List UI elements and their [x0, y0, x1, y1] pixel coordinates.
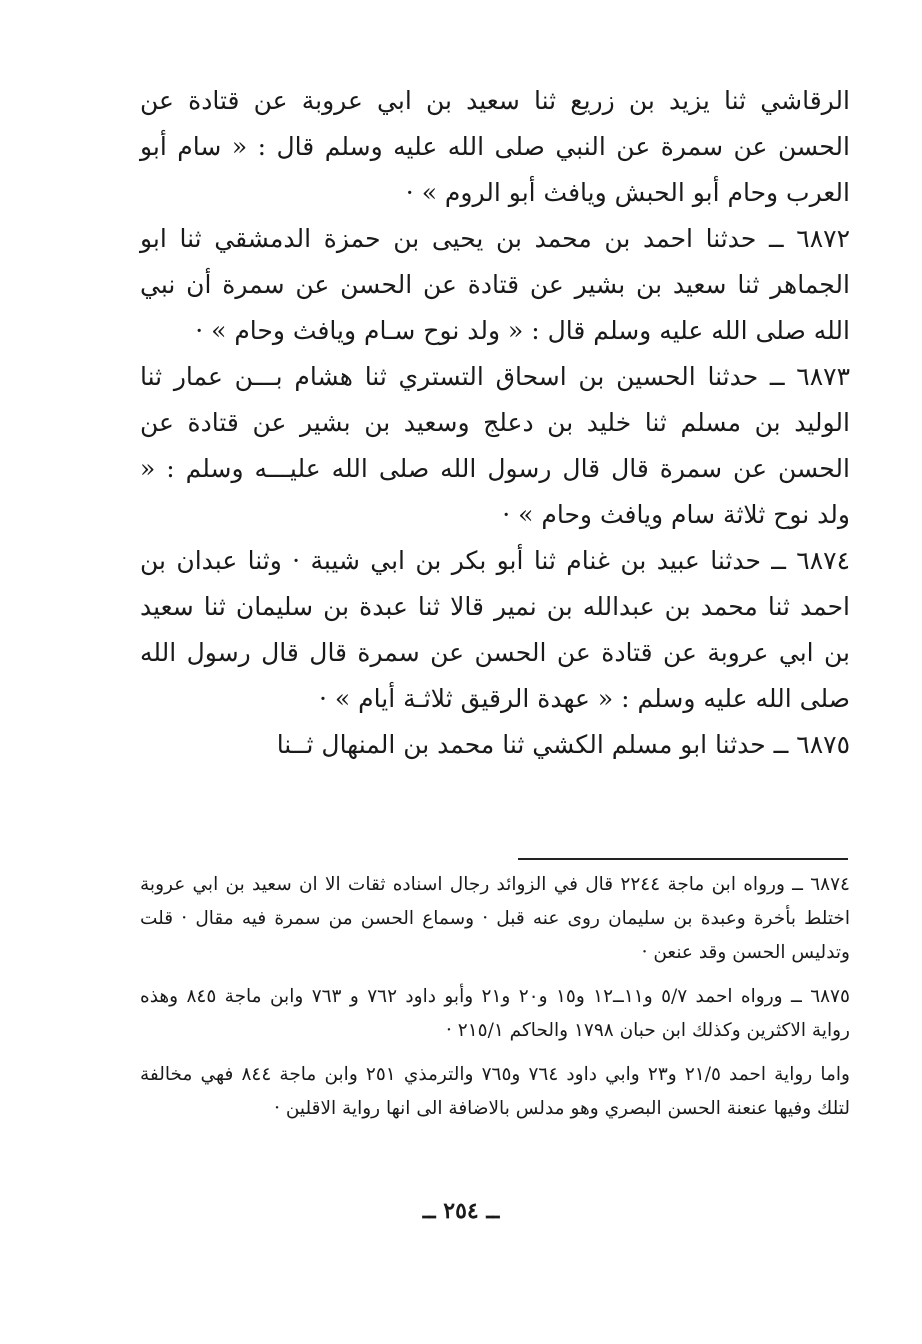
footnote-divider: [518, 858, 848, 860]
hadith-6873: ٦٨٧٣ ــ حدثنا الحسين بن اسحاق التستري ثنا هشام بـــن عمار ثنا الوليد بن مسلم ثنا خليد بن دعلج وسعيد بن بشير عن قتادة عن الحسن عن سمرة قال قال رسول الله صلى الله عليـــه وسلم : « ولد نوح ثلاثة سام ويافث وحام » ·: [140, 362, 850, 529]
footnote-6875-continued: واما رواية احمد ٢١/٥ و٢٣ وابي داود ٧٦٤ و٧٦٥ والترمذي ٢٥١ وابن ماجة ٨٤٤ فهي مخالفة لتلك وفيها عنعنة الحسن البصري وهو مدلس بالاضافة الى انها رواية الاقلين ·: [140, 1064, 850, 1119]
footnotes-section: [140, 868, 850, 1126]
main-text-body: [140, 78, 850, 768]
paragraph-continuation: الرقاشي ثنا يزيد بن زريع ثنا سعيد بن ابي عروبة عن قتادة عن الحسن عن سمرة عن النبي صلى الله عليه وسلم قال : « سام أبو العرب وحام أبو الحبش ويافث أبو الروم » ·: [140, 86, 850, 207]
footnote-6875: ٦٨٧٥ ــ ورواه احمد ٥/٧ و١١ــ١٢ و١٥ و٢٠ و٢١ وأبو داود ٧٦٢ و ٧٦٣ وابن ماجة ٨٤٥ وهذه رواية الاكثرين وكذلك ابن حبان ١٧٩٨ والحاكم ٢١٥/١ ·: [140, 986, 850, 1041]
page-number: ــ ٢٥٤ ــ: [422, 1198, 500, 1224]
hadith-6874: ٦٨٧٤ ــ حدثنا عبيد بن غنام ثنا أبو بكر بن ابي شيبة · وثنا عبدان بن احمد ثنا محمد بن عبدالله بن نمير قالا ثنا عبدة بن سليمان ثنا سعيد بن ابي عروبة عن قتادة عن الحسن عن سمرة قال قال رسول الله صلى الله عليه وسلم : « عهدة الرقيق ثلاثـة أيام » ·: [140, 546, 850, 713]
hadith-6875: ٦٨٧٥ ــ حدثنا ابو مسلم الكشي ثنا محمد بن المنهال ثــنا: [276, 730, 850, 759]
hadith-6872: ٦٨٧٢ ــ حدثنا احمد بن محمد بن يحيى بن حمزة الدمشقي ثنا ابو الجماهر ثنا سعيد بن بشير عن قتادة عن الحسن عن سمرة أن نبي الله صلى الله عليه وسلم قال : « ولد نوح سـام ويافث وحام » ·: [140, 224, 850, 345]
footnote-6874: ٦٨٧٤ ــ ورواه ابن ماجة ٢٢٤٤ قال في الزوائد رجال اسناده ثقات الا ان سعيد بن ابي عروبة اختلط بأخرة وعبدة بن سليمان روى عنه قبل · وسماع الحسن من سمرة فيه مقال · قلت وتدليس الحسن وقد عنعن ·: [140, 874, 850, 963]
